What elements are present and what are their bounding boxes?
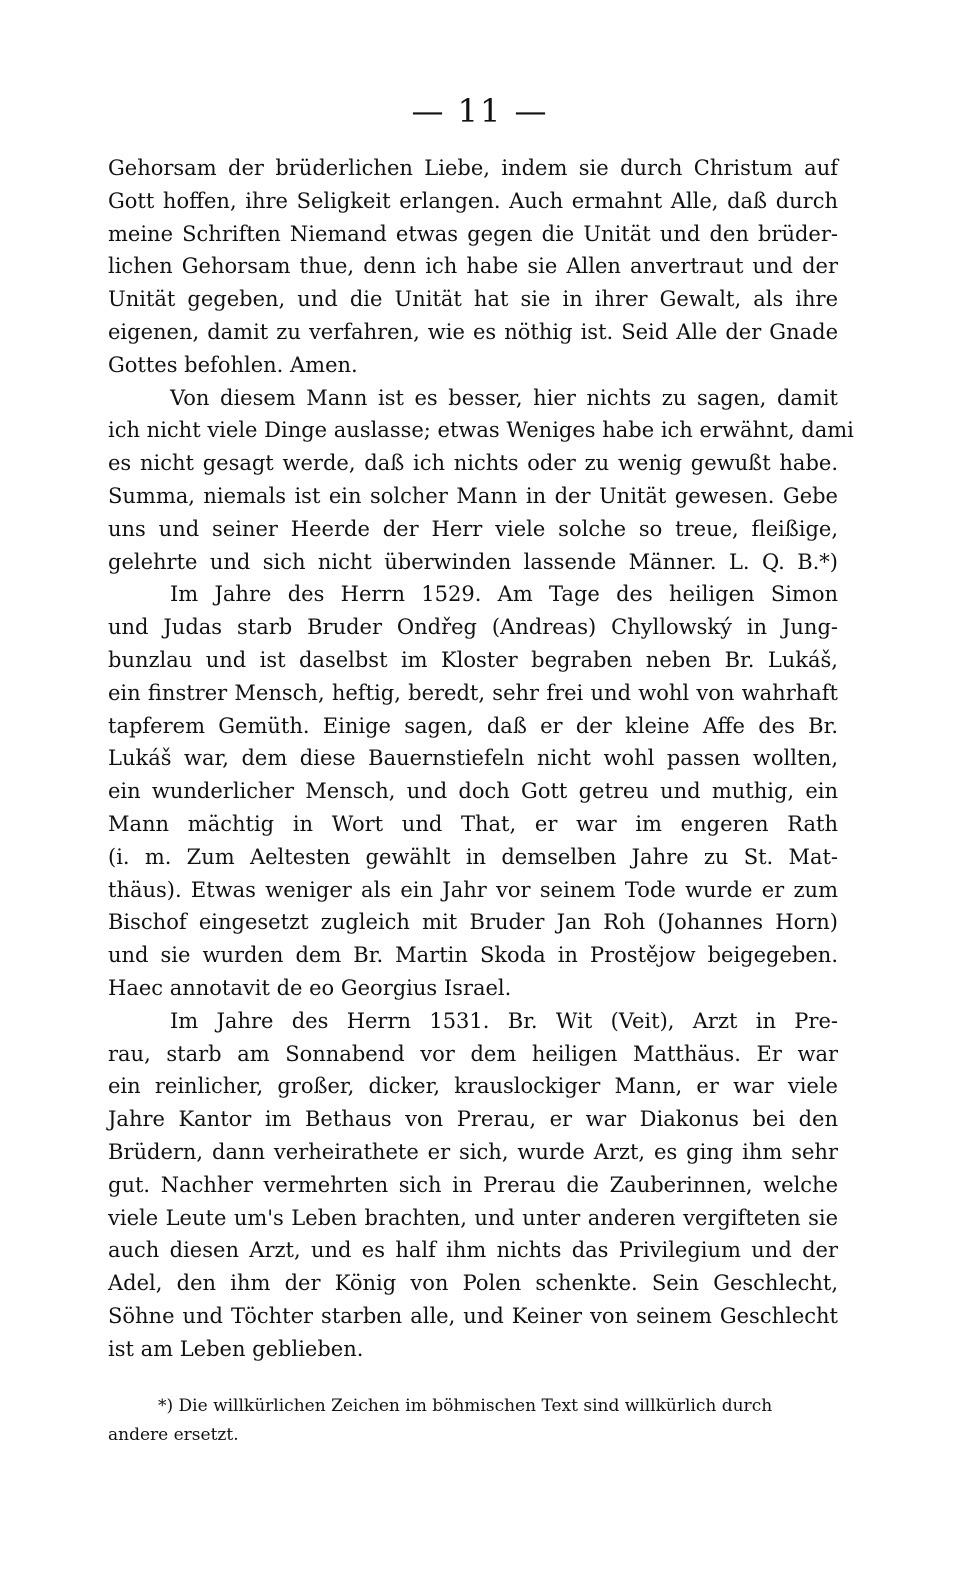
text-line: eigenen, damit zu verfahren, wie es nöthig ist. Seid Alle der Gnade: [108, 319, 838, 344]
footnote: [108, 1392, 838, 1450]
text-line: ich nicht viele Dinge auslasse; etwas Weniges habe ich erwähnt, dami: [108, 418, 854, 443]
text-line: Gott hoffen, ihre Seligkeit erlangen. Auch ermahnt Alle, daß durch: [108, 188, 838, 213]
text-line: gelehrte und sich nicht überwinden lassende Männer. L. Q. B.*): [108, 549, 838, 574]
body-text: [108, 152, 854, 1365]
text-line: ein reinlicher, großer, dicker, krauslockiger Mann, er war viele: [108, 1074, 838, 1099]
text-line: und sie wurden dem Br. Martin Skoda in Prostějow beigegeben.: [108, 943, 838, 968]
text-line: Bischof eingesetzt zugleich mit Bruder Jan Roh (Johannes Horn): [108, 910, 838, 935]
text-line: Summa, niemals ist ein solcher Mann in der Unität gewesen. Gebe: [108, 483, 838, 508]
page-number: — 11 —: [411, 92, 549, 130]
text-line: viele Leute um's Leben brachten, und unter anderen vergifteten sie: [108, 1205, 838, 1230]
text-line: uns und seiner Heerde der Herr viele solche so treue, fleißige,: [108, 516, 838, 541]
text-line: Haec annotavit de eo Georgius Israel.: [108, 975, 512, 1000]
text-line: gut. Nachher vermehrten sich in Prerau die Zauberinnen, welche: [108, 1172, 838, 1197]
text-line: Jahre Kantor im Bethaus von Prerau, er war Diakonus bei den: [108, 1107, 838, 1132]
text-line: Im Jahre des Herrn 1531. Br. Wit (Veit), Arzt in Pre-: [170, 1008, 838, 1033]
text-line: und Judas starb Bruder Ondřeg (Andreas) Chyllowský in Jung-: [108, 615, 838, 640]
footnote-line: *) Die willkürlichen Zeichen im böhmischen Text sind willkürlich durch: [158, 1396, 773, 1416]
text-line: ein wunderlicher Mensch, und doch Gott getreu und muthig, ein: [108, 779, 838, 804]
text-line: auch diesen Arzt, und es half ihm nichts das Privilegium und der: [108, 1238, 838, 1263]
text-line: Söhne und Töchter starben alle, und Keiner von seinem Geschlecht: [108, 1303, 838, 1328]
text-line: Im Jahre des Herrn 1529. Am Tage des heiligen Simon: [170, 582, 838, 607]
text-line: Brüdern, dann verheirathete er sich, wurde Arzt, es ging ihm sehr: [108, 1139, 838, 1164]
text-line: Unität gegeben, und die Unität hat sie in ihrer Gewalt, als ihre: [108, 287, 838, 312]
text-line: Mann mächtig in Wort und That, er war im engeren Rath: [108, 811, 838, 836]
text-line: es nicht gesagt werde, daß ich nichts oder zu wenig gewußt habe.: [108, 451, 838, 476]
text-line: Gehorsam der brüderlichen Liebe, indem sie durch Christum auf: [108, 156, 838, 180]
text-line: bunzlau und ist daselbst im Kloster begraben neben Br. Lukáš,: [108, 647, 838, 672]
text-line: Gottes befohlen. Amen.: [108, 352, 358, 377]
text-line: lichen Gehorsam thue, denn ich habe sie Allen anvertraut und der: [108, 254, 838, 279]
text-line: ist am Leben geblieben.: [108, 1336, 364, 1361]
text-line: tapferem Gemüth. Einige sagen, daß er der kleine Affe des Br.: [108, 713, 838, 738]
text-line: Lukáš war, dem diese Bauernstiefeln nicht wohl passen wollten,: [108, 746, 838, 771]
text-line: (i. m. Zum Aeltesten gewählt in demselben Jahre zu St. Mat-: [108, 844, 838, 869]
text-line: rau, starb am Sonnabend vor dem heiligen Matthäus. Er war: [108, 1041, 838, 1066]
text-line: Adel, den ihm der König von Polen schenkte. Sein Geschlecht,: [108, 1271, 838, 1296]
footnote-line: andere ersetzt.: [108, 1425, 239, 1445]
text-line: ein finstrer Mensch, heftig, beredt, sehr frei und wohl von wahrhaft: [108, 680, 838, 705]
text-line: thäus). Etwas weniger als ein Jahr vor seinem Tode wurde er zum: [108, 877, 838, 902]
text-line: meine Schriften Niemand etwas gegen die Unität und den brüder-: [108, 221, 838, 246]
text-line: Von diesem Mann ist es besser, hier nichts zu sagen, damit: [170, 385, 838, 410]
